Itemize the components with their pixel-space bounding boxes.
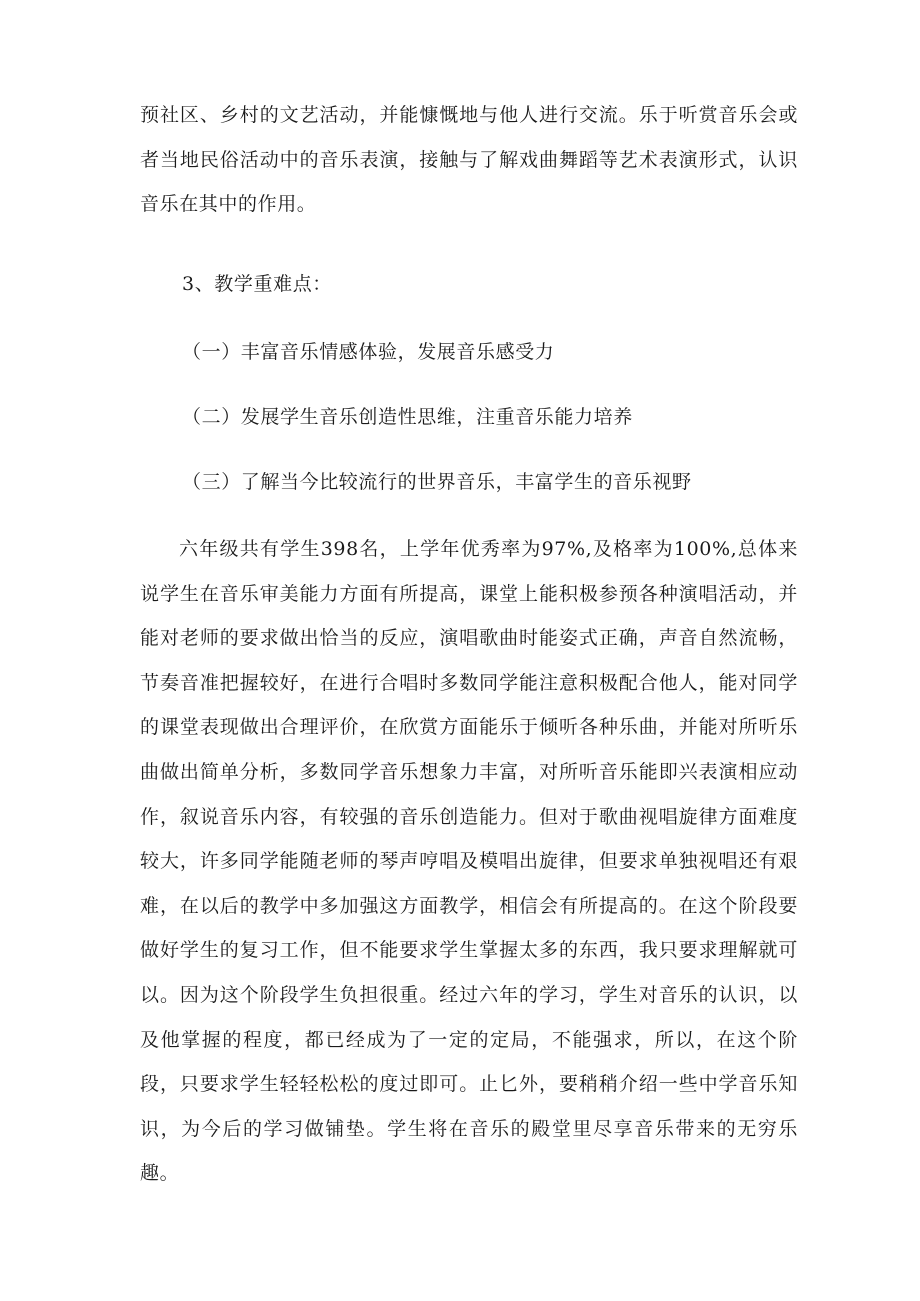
main-paragraph: 六年级共有学生398名，上学年优秀率为97%,及格率为100%,总体来说学生在音乐审美能力方面有所提高，课堂上能积极参预各种演唱活动，并能对老师的要求做出恰当的反应，演唱歌曲时能姿式正确，声音自然流畅，节奏音准把握较好，在进行合唱时多数同学能注意积极配合他人，能对同学的课堂表现做出合理评价，在欣赏方面能乐于倾听各种乐曲，并能对所听乐曲做出简单分析，多数同学音乐想象力丰富，对所听音乐能即兴表演相应动作，叙说音乐内容，有较强的音乐创造能力。但对于歌曲视唱旋律方面难度较大，许多同学能随老师的琴声哼唱及模唱出旋律，但要求单独视唱还有艰难，在以后的教学中多加强这方面教学，相信会有所提高的。在这个阶段要做好学生的复习工作，但不能要求学生掌握太多的东西，我只要求理解就可以。因为这个阶段学生负担很重。经过六年的学习，学生对音乐的认识，以及他掌握的程度，都已经成为了一定的定局，不能强求，所以，在这个阶段，只要求学生轻轻松松的度过即可。止匕外，要稍稍介绍一些中学音乐知识，为今后的学习做铺垫。学生将在音乐的殿堂里尽享音乐带来的无穷乐趣。 (140, 538, 798, 1185)
point-item-1: （一）丰富音乐情感体验，发展音乐感受力 (182, 341, 555, 363)
point-item-3: （三）了解当今比较流行的世界音乐，丰富学生的音乐视野 (182, 471, 692, 493)
point-item-2: （二）发展学生音乐创造性思维，注重音乐能力培养 (182, 406, 633, 428)
continued-paragraph: 预社区、乡村的文艺活动，并能慷慨地与他人进行交流。乐于听赏音乐会或者当地民俗活动中的音乐表演，接触与了解戏曲舞蹈等艺术表演形式，认识音乐在其中的作用。 (140, 104, 798, 216)
section-heading: 3、教学重难点： (182, 273, 332, 295)
